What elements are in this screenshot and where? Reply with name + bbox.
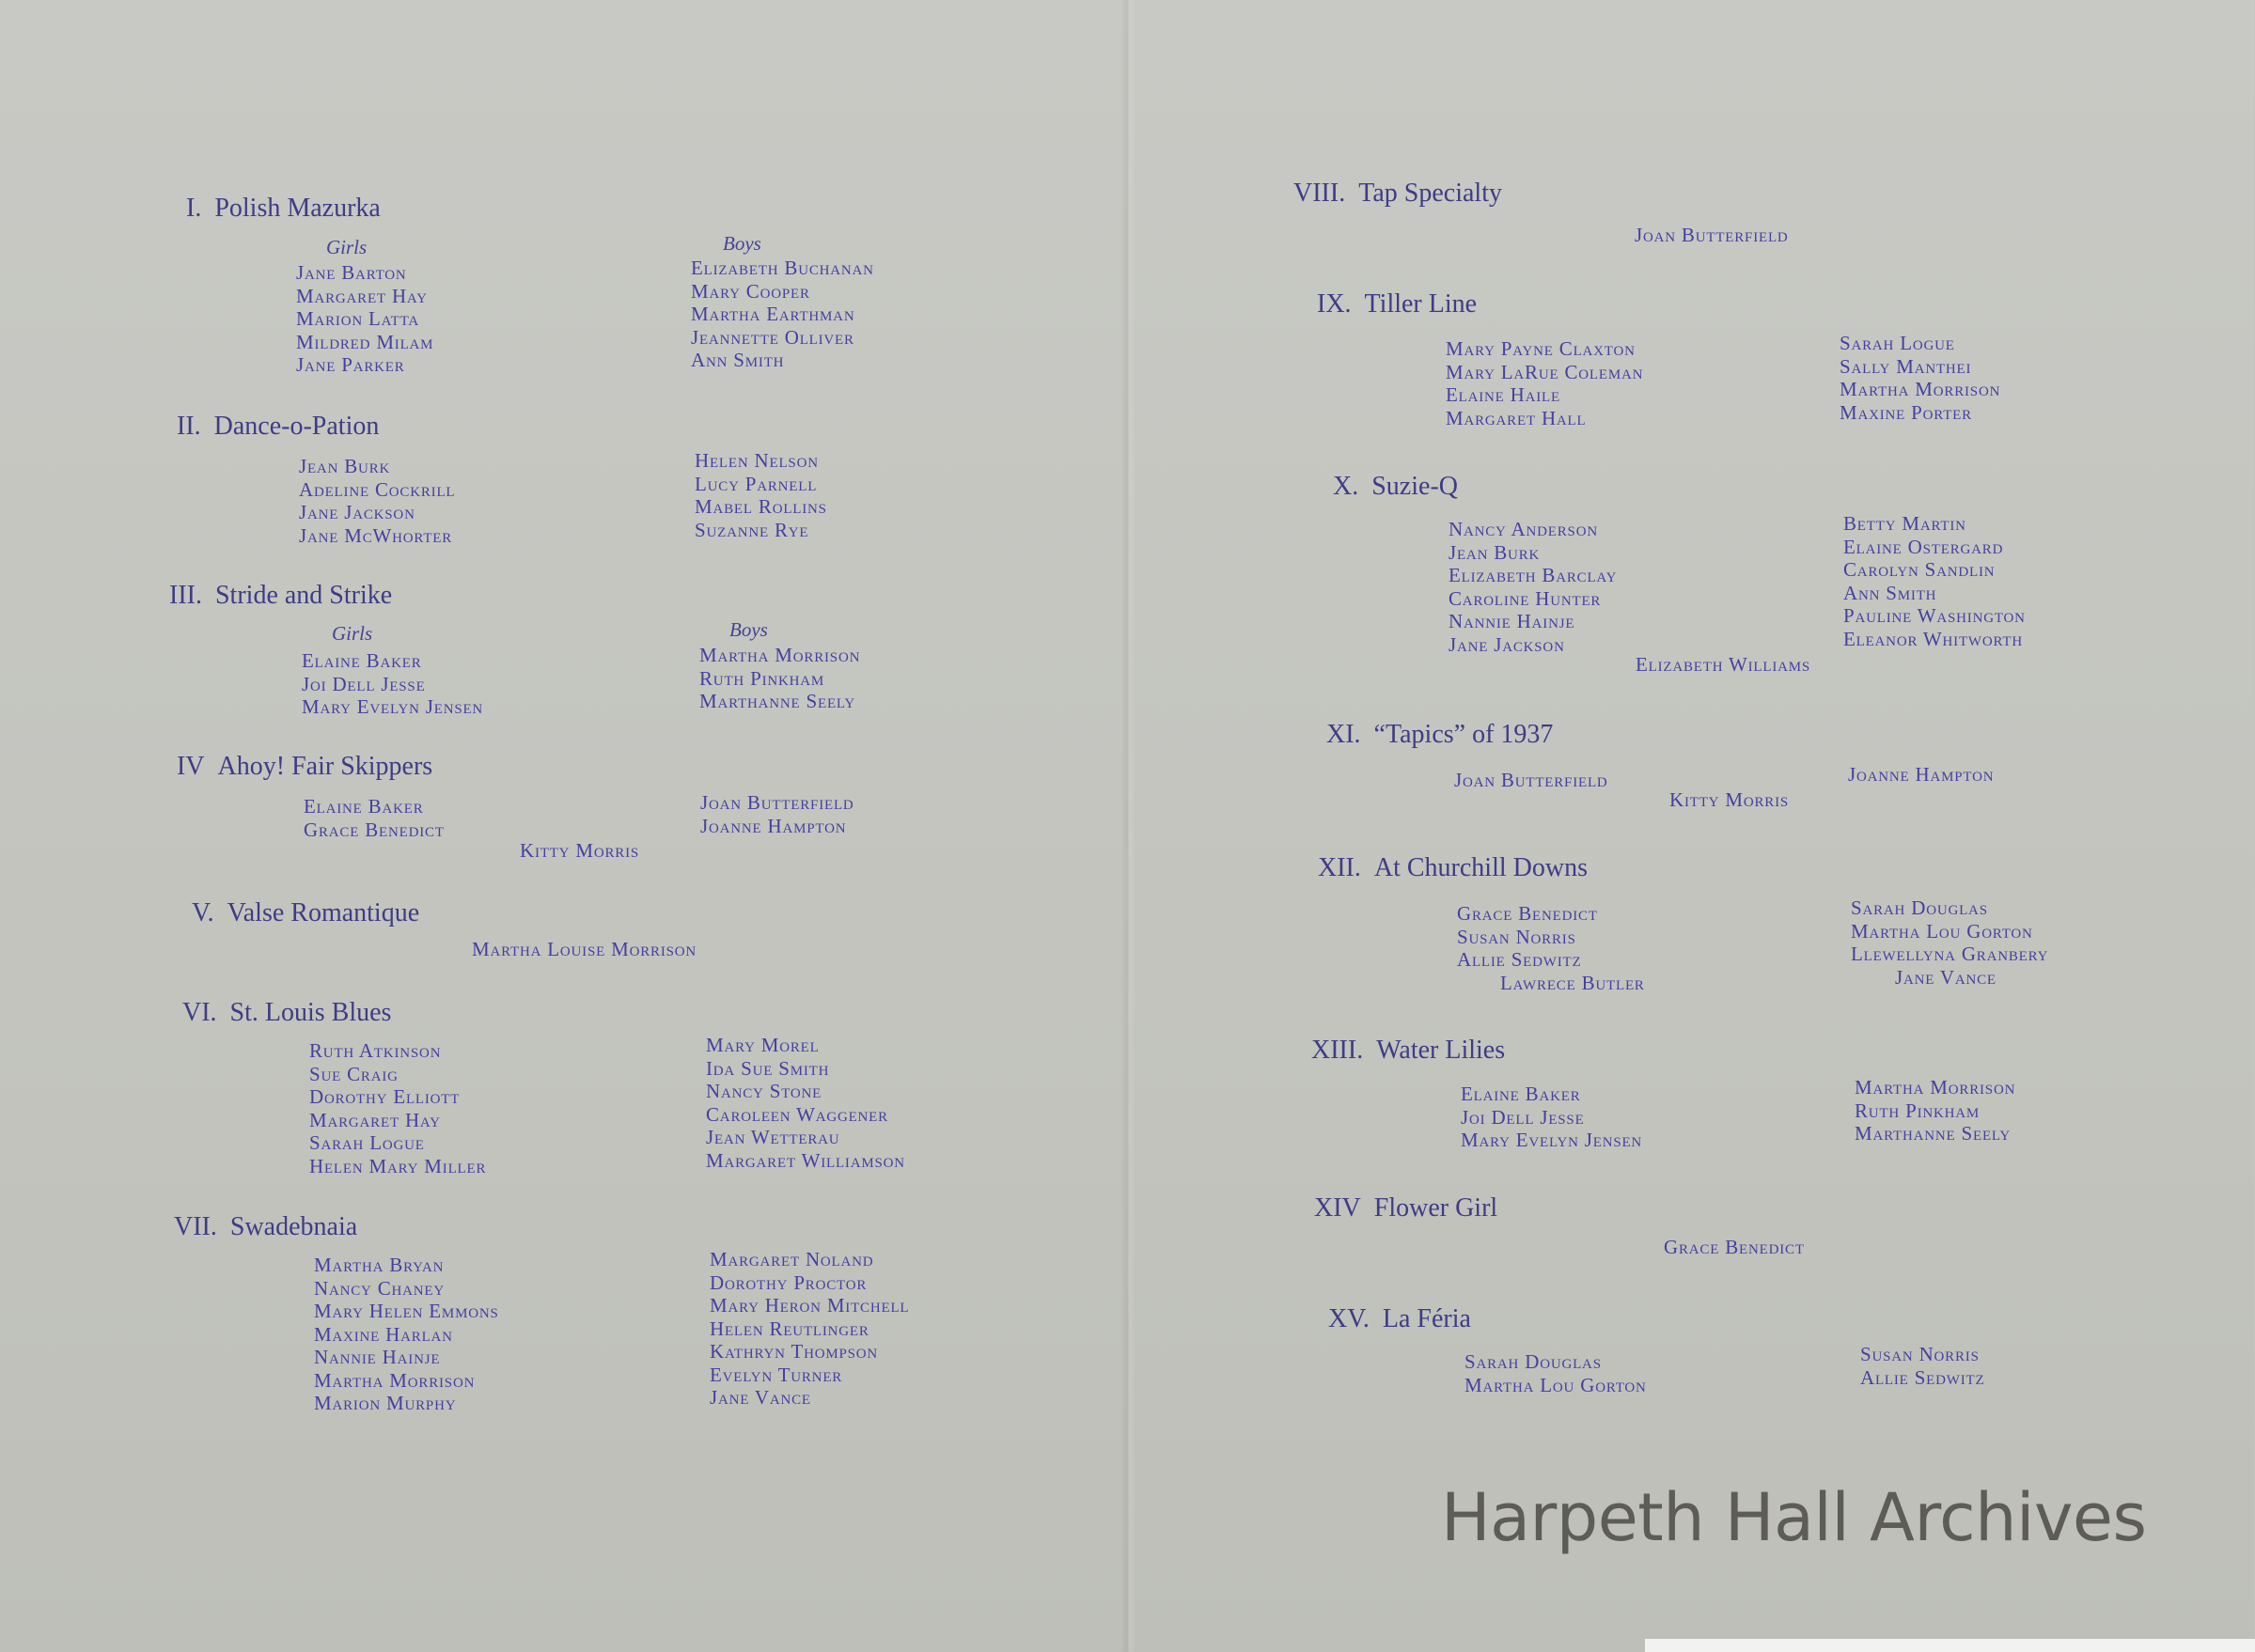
dancer-name: Nancy Chaney <box>314 1276 446 1300</box>
dancer-name: Martha Morrison <box>1840 378 2001 400</box>
section-3-heading <box>169 581 392 611</box>
dancer-name: Ruth Pinkham <box>1855 1099 1981 1122</box>
dancer-name: Caroleen Waggener <box>706 1102 888 1126</box>
dancer-name: Sally Manthei <box>1840 354 1972 378</box>
section-14-heading <box>1314 1193 1497 1223</box>
dancer-name: Sue Craig <box>309 1062 399 1085</box>
page-fold <box>1120 0 1135 1652</box>
section-title: La Féria <box>1382 1304 1471 1333</box>
girls-list <box>296 261 433 377</box>
dancer-name: Helen Nelson <box>695 449 819 472</box>
dancer-name: Margaret Noland <box>710 1248 874 1270</box>
dancer-name: Jane Barton <box>296 261 407 284</box>
dancer-name: Joi Dell Jesse <box>302 672 426 695</box>
section-8-heading <box>1293 179 1502 209</box>
girls-label: Girls <box>332 622 373 645</box>
dancer-name: Joi Dell Jesse <box>1461 1105 1585 1129</box>
dancer-name: Ruth Atkinson <box>309 1039 442 1062</box>
dancer-name: Ann Smith <box>691 349 785 371</box>
boys-label: Boys <box>729 618 768 641</box>
dancer-name: Margaret Hall <box>1446 406 1587 429</box>
section-title: Ahoy! Fair Skippers <box>217 752 433 781</box>
dancer-name: Joan Butterfield <box>700 791 854 814</box>
section-title: Dance-o-Pation <box>213 412 380 441</box>
dancer-name: Marthanne Seely <box>1855 1122 2012 1145</box>
dancer-list <box>1464 1350 1647 1396</box>
section-7-heading <box>174 1212 357 1242</box>
dancer-name: Maxine Harlan <box>314 1322 453 1346</box>
dancer-name: Jean Burk <box>299 455 391 477</box>
dancer-name: Dorothy Elliott <box>309 1085 461 1108</box>
dancer-list <box>700 791 854 837</box>
dancer-name: Grace Benedict <box>1457 902 1598 925</box>
section-6-heading <box>182 998 391 1028</box>
section-11-heading <box>1326 720 1553 750</box>
dancer-name: Jane Jackson <box>299 501 415 523</box>
section-number: II. <box>177 412 201 441</box>
dancer-list <box>299 455 455 547</box>
dancer-name: Joan Butterfield <box>1454 769 1608 791</box>
section-number: VII. <box>174 1212 217 1241</box>
featured-dancer: Kitty Morris <box>1669 788 1790 811</box>
section-number: XIII. <box>1311 1036 1364 1065</box>
girls-list <box>302 649 483 719</box>
section-title: St. Louis Blues <box>229 998 392 1027</box>
dancer-name: Joanne Hampton <box>1848 763 1995 786</box>
dancer-name: Mary Cooper <box>691 279 810 303</box>
section-title: Polish Mazurka <box>214 194 381 223</box>
dancer-name: Jane McWhorter <box>299 523 453 547</box>
featured-dancer: Martha Louise Morrison <box>472 938 697 960</box>
dancer-name: Mildred Milam <box>296 330 434 353</box>
dancer-name: Grace Benedict <box>304 818 445 841</box>
dancer-name: Sarah Douglas <box>1464 1350 1602 1373</box>
section-15-heading <box>1328 1304 1471 1334</box>
section-number: V. <box>192 898 214 927</box>
dancer-list <box>695 449 827 541</box>
dancer-name: Allie Sedwitz <box>1860 1365 1985 1389</box>
dancer-list <box>1848 763 1994 787</box>
dancer-name: Martha Lou Gorton <box>1851 919 2033 943</box>
dancer-name: Maxine Porter <box>1840 400 1972 424</box>
section-number: XIV <box>1314 1193 1361 1223</box>
dancer-name: Marion Latta <box>296 307 419 330</box>
section-number: XV. <box>1328 1304 1370 1333</box>
dancer-name: Martha Morrison <box>1855 1076 2016 1099</box>
section-5-heading <box>192 898 419 928</box>
dancer-name: Margaret Williamson <box>706 1148 905 1172</box>
dancer-name: Mary Heron Mitchell <box>710 1294 910 1317</box>
dancer-list <box>1840 332 2000 424</box>
dancer-name: Joanne Hampton <box>700 814 847 837</box>
dancer-name: Martha Morrison <box>699 644 861 666</box>
dancer-name: Elizabeth Barclay <box>1449 564 1618 586</box>
section-number: VIII. <box>1293 179 1346 208</box>
dancer-name: Dorothy Proctor <box>710 1270 868 1294</box>
featured-dancer: Joan Butterfield <box>1635 224 1789 246</box>
dancer-name: Mabel Rollins <box>695 495 827 518</box>
dancer-list <box>1855 1076 2015 1145</box>
dancer-name: Caroline Hunter <box>1449 586 1602 610</box>
dancer-name: Elaine Ostergard <box>1843 535 2004 558</box>
dancer-name: Martha Morrison <box>314 1368 476 1392</box>
dancer-name: Sarah Logue <box>309 1131 425 1154</box>
dancer-list <box>1851 896 2048 966</box>
dancer-list <box>1860 1343 1984 1389</box>
boys-list <box>691 257 874 372</box>
dancer-name: Llewellyna Granbery <box>1851 943 2049 965</box>
section-number: I. <box>186 194 202 223</box>
section-title: Stride and Strike <box>214 581 393 610</box>
dancer-name: Eleanor Whitworth <box>1843 627 2024 650</box>
section-number: III. <box>169 581 202 610</box>
dancer-list <box>314 1254 499 1415</box>
dancer-name: Jane Parker <box>296 353 405 376</box>
dancer-name: Ruth Pinkham <box>699 666 825 690</box>
featured-dancer: Kitty Morris <box>520 839 640 862</box>
dancer-name: Martha Bryan <box>314 1254 445 1276</box>
dancer-list <box>1449 518 1617 656</box>
section-number: XII. <box>1318 853 1361 882</box>
dancer-name: Elaine Haile <box>1446 383 1560 406</box>
dancer-name: Mary Morel <box>706 1034 820 1056</box>
dancer-name: Nancy Stone <box>706 1080 822 1102</box>
section-title: Suzie-Q <box>1371 472 1458 501</box>
dancer-name: Pauline Washington <box>1843 604 2026 627</box>
dancer-name: Jane Vance <box>710 1386 811 1409</box>
dancer-name: Elaine Baker <box>1461 1083 1581 1105</box>
section-13-heading <box>1311 1036 1505 1066</box>
section-title: Water Lilies <box>1376 1036 1506 1065</box>
dancer-name: Susan Norris <box>1457 925 1576 948</box>
dancer-name: Jane Jackson <box>1449 632 1565 656</box>
section-title: Valse Romantique <box>227 898 420 927</box>
featured-dancer: Elizabeth Williams <box>1636 653 1811 676</box>
section-9-heading <box>1317 289 1477 319</box>
dancer-name: Betty Martin <box>1843 512 1966 535</box>
scan-edge <box>1645 1639 2255 1652</box>
dancer-name: Elizabeth Buchanan <box>691 257 874 279</box>
dancer-list <box>304 795 445 841</box>
section-title: Swadebnaia <box>229 1212 358 1241</box>
section-2-heading <box>177 412 379 442</box>
section-number: VI. <box>182 998 217 1027</box>
right-page <box>1127 0 2254 1652</box>
dancer-name: Evelyn Turner <box>710 1363 843 1386</box>
dancer-name: Nannie Hainje <box>1449 610 1575 632</box>
section-number: XI. <box>1326 720 1361 749</box>
dancer-name: Margaret Hay <box>309 1108 441 1131</box>
dancer-name: Margaret Hay <box>296 284 428 307</box>
section-4-heading <box>177 752 432 782</box>
dancer-list <box>1457 902 1598 972</box>
dancer-list <box>706 1034 905 1172</box>
dancer-name: Kathryn Thompson <box>710 1340 879 1363</box>
dancer-name: Ida Sue Smith <box>706 1056 830 1080</box>
section-1-heading <box>186 194 381 224</box>
featured-dancer: Grace Benedict <box>1664 1236 1805 1258</box>
boys-list <box>699 644 860 713</box>
girls-label: Girls <box>326 236 368 258</box>
dancer-list <box>710 1248 909 1410</box>
section-number: IX. <box>1317 289 1352 319</box>
dancer-name: Adeline Cockrill <box>299 477 456 501</box>
dancer-name: Suzanne Rye <box>695 518 809 541</box>
section-12-heading <box>1318 853 1588 883</box>
dancer-name: Lucy Parnell <box>695 472 818 495</box>
archive-watermark: Harpeth Hall Archives <box>1441 1479 2147 1556</box>
dancer-name: Marion Murphy <box>314 1392 457 1414</box>
dancer-list <box>1843 512 2026 650</box>
section-title: Flower Girl <box>1373 1193 1498 1223</box>
section-title: Tap Specialty <box>1358 179 1502 208</box>
dancer-name: Mary LaRue Coleman <box>1446 360 1644 383</box>
dancer-name: Sarah Logue <box>1840 332 1955 354</box>
dancer-name: Mary Evelyn Jensen <box>1461 1129 1643 1151</box>
section-title: At Churchill Downs <box>1373 853 1588 882</box>
section-title: Tiller Line <box>1364 289 1478 319</box>
dancer-name: Mary Payne Claxton <box>1446 337 1636 360</box>
section-title: “Tapics” of 1937 <box>1373 720 1554 749</box>
dancer-name: Mary Helen Emmons <box>314 1300 499 1322</box>
dancer-name: Martha Lou Gorton <box>1464 1373 1647 1396</box>
dancer-name: Nancy Anderson <box>1449 518 1598 540</box>
section-10-heading <box>1333 472 1458 502</box>
dancer-name: Helen Reutlinger <box>710 1317 869 1340</box>
dancer-list <box>1461 1083 1642 1152</box>
dancer-name: Nannie Hainje <box>314 1346 441 1368</box>
section-number: X. <box>1333 472 1359 501</box>
dancer-name: Mary Evelyn Jensen <box>302 695 484 718</box>
dancer-name: Allie Sedwitz <box>1457 948 1582 971</box>
dancer-name: Jeannette Olliver <box>691 325 854 349</box>
boys-label: Boys <box>723 232 761 255</box>
dancer-name: Elaine Baker <box>304 795 424 818</box>
dancer-name: Ann Smith <box>1843 581 1937 604</box>
left-page <box>0 0 1127 1652</box>
dancer-name: Elaine Baker <box>302 649 422 672</box>
dancer-name: Susan Norris <box>1860 1343 1980 1365</box>
dancer-name: Jean Burk <box>1449 540 1541 564</box>
dancer-name: Carolyn Sandlin <box>1843 558 1996 581</box>
dancer-name: Martha Earthman <box>691 303 855 325</box>
dancer-name: Sarah Douglas <box>1851 896 1988 919</box>
dancer-list <box>309 1039 486 1177</box>
dancer-name: Marthanne Seely <box>699 690 856 712</box>
dancer-name: Helen Mary Miller <box>309 1154 487 1177</box>
featured-dancer: Jane Vance <box>1895 966 1997 989</box>
featured-dancer: Lawrece Butler <box>1500 972 1645 994</box>
dancer-list <box>1454 769 1608 792</box>
section-number: IV <box>177 752 205 781</box>
dancer-list <box>1446 337 1643 429</box>
dancer-name: Jean Wetterau <box>706 1126 840 1148</box>
